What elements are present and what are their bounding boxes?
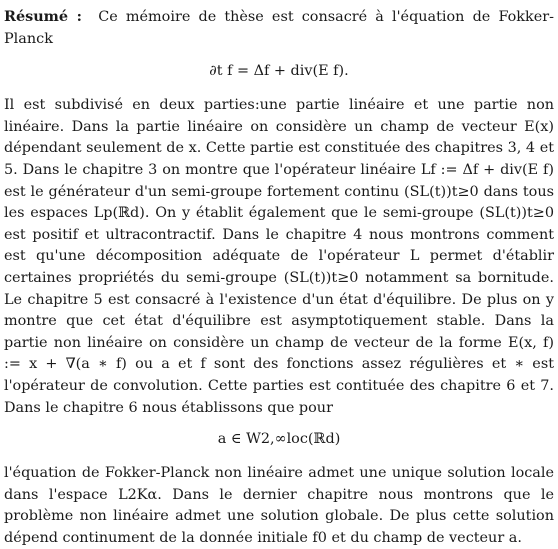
abstract-intro-text: Ce mémoire de thèse est consacré à l'équation de Fokker-Planck [4,9,555,47]
condition-equation-text: a ∈ W2,∞loc(ℝd) [217,431,341,448]
main-equation-text: ∂t f = Δf + div(E f). [209,63,349,80]
abstract-heading: Résumé : [4,8,82,25]
condition-equation [4,429,554,453]
abstract-body-2: l'équation de Fokker-Planck non linéaire admet une unique solution locale dans l'espace L2Kα. Dans le dernier chapitre nous montrons que le problème non linéaire admet une solution globale. De plus cette solution dépend continument de la donnée initiale f0 et du champ de vecteur a. [4,465,554,546]
main-equation [4,61,554,83]
abstract-body-1: Il est subdivisé en deux parties:une partie linéaire et une partie non linéaire. Dans la partie linéaire on considère un champ de vecteur E(x) dépendant seulement de x. Cette partie est constituée des chapitres 3, 4 et 5. Dans le chapitre 3 on montre que l'opérateur linéaire Lf := Δf + div(E f) est le générateur d'un semi-groupe fortement continu (SL(t))t≥0 dans tous les espaces Lp(ℝd). On y établit également que le semi-groupe (SL(t))t≥0 est positif et ultracontractif. Dans le chapitre 4 nous montrons comment est qu'une décomposition adéquate de l'opérateur L permet d'établir certaines propriétés du semi-groupe (SL(t))t≥0 notamment sa bornitude. Le chapitre 5 est consacré à l'existence d'un état d'équilibre. De plus on y montre que cet état d'équilibre est asymptotiquement stable. Dans la partie non linéaire on considère un champ de vecteur de la forme E(x, f) := x + ∇(a ∗ f) ou a et f sont des fonctions assez régulières et ∗ est l'opérateur de convolution. Cette parties est contituée des chapitre 6 et 7. Dans le chapitre 6 nous établissons que pour [4,97,554,416]
abstract-intro [4,6,554,50]
